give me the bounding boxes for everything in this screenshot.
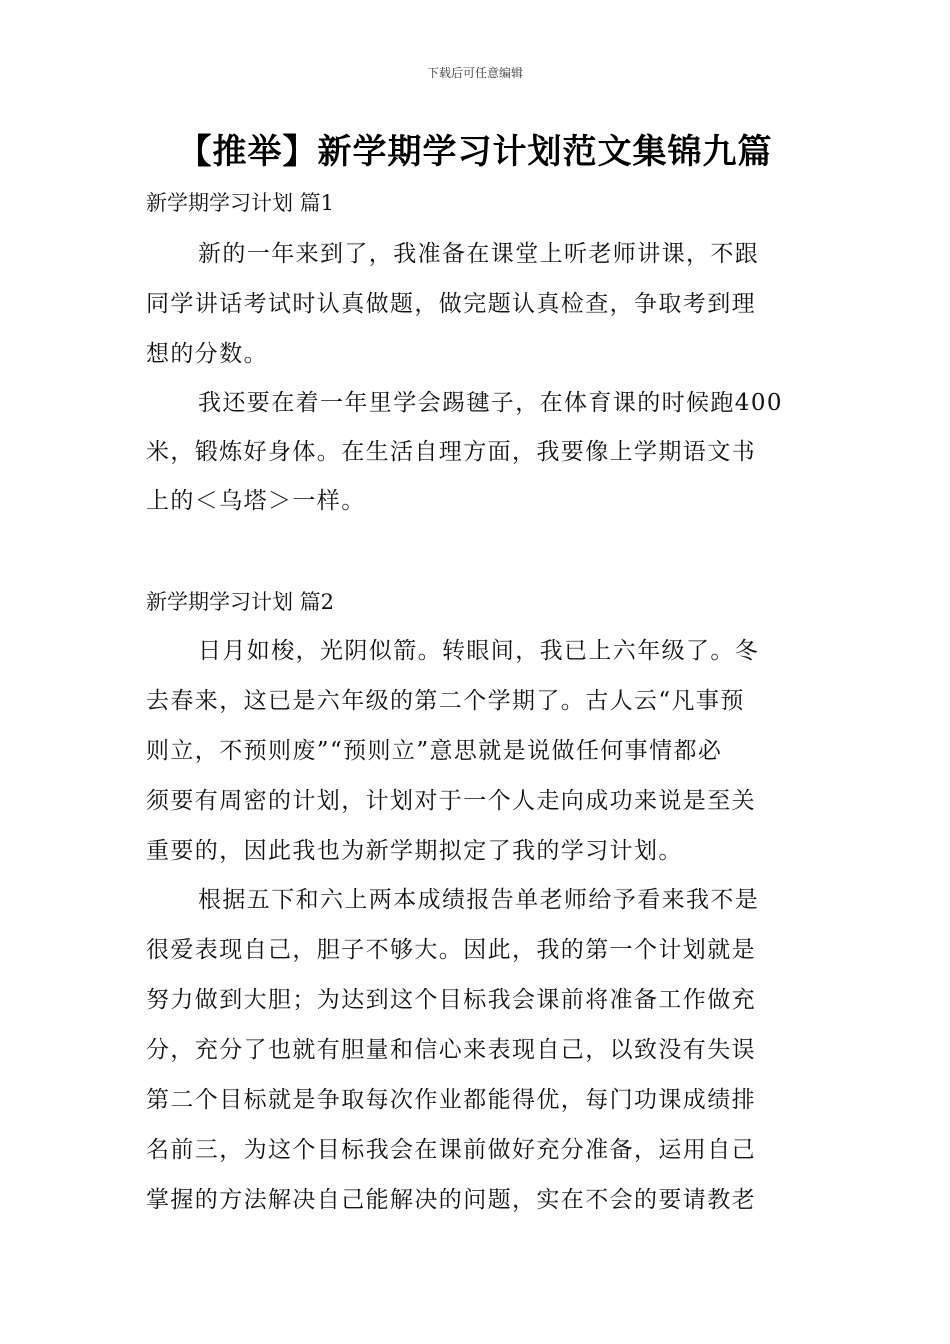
paragraph-line: 新的一年来到了，我准备在课堂上听老师讲课，不跟: [198, 241, 760, 267]
paragraph-line: 则立，不预则废”“预则立”意思就是说做任何事情都必: [146, 738, 723, 764]
paragraph-line: 我还要在着一年里学会踢毽子，在体育课的时候跑400: [198, 390, 783, 416]
paragraph-line: 上的＜乌塔＞一样。: [146, 488, 366, 514]
paragraph-line: 去春来，这已是六年级的第二个学期了。古人云“凡事预: [146, 688, 745, 714]
paragraph-line: 须要有周密的计划，计划对于一个人走向成功来说是至关: [146, 788, 756, 814]
section-heading: 新学期学习计划 篇2: [146, 590, 335, 614]
paragraph-line: 想的分数。: [146, 341, 268, 367]
paragraph-line: 根据五下和六上两本成绩报告单老师给予看来我不是: [198, 887, 760, 913]
paragraph-line: 很爱表现自己，胆子不够大。因此，我的第一个计划就是: [146, 937, 756, 963]
paragraph-line: 努力做到大胆；为达到这个目标我会课前将准备工作做充: [146, 987, 756, 1013]
paragraph-line: 米，锻炼好身体。在生活自理方面，我要像上学期语文书: [146, 439, 756, 465]
paragraph-line: 重要的，因此我也为新学期拟定了我的学习计划。: [146, 838, 683, 864]
download-note: 下载后可任意编辑: [426, 66, 523, 80]
section-heading: 新学期学习计划 篇1: [146, 191, 335, 215]
paragraph-line: 同学讲话考试时认真做题，做完题认真检查，争取考到理: [146, 291, 756, 317]
paragraph-line: 分，充分了也就有胆量和信心来表现自己，以致没有失误: [146, 1037, 756, 1063]
paragraph-line: 名前三，为这个目标我会在课前做好充分准备，运用自己: [146, 1137, 756, 1163]
paragraph-line: 掌握的方法解决自己能解决的问题，实在不会的要请教老: [146, 1187, 756, 1213]
paragraph-line: 第二个目标就是争取每次作业都能得优，每门功课成绩排: [146, 1087, 756, 1113]
document-title: 【推举】新学期学习计划范文集锦九篇: [177, 132, 773, 172]
paragraph-line: 日月如梭，光阴似箭。转眼间，我已上六年级了。冬: [198, 638, 760, 664]
